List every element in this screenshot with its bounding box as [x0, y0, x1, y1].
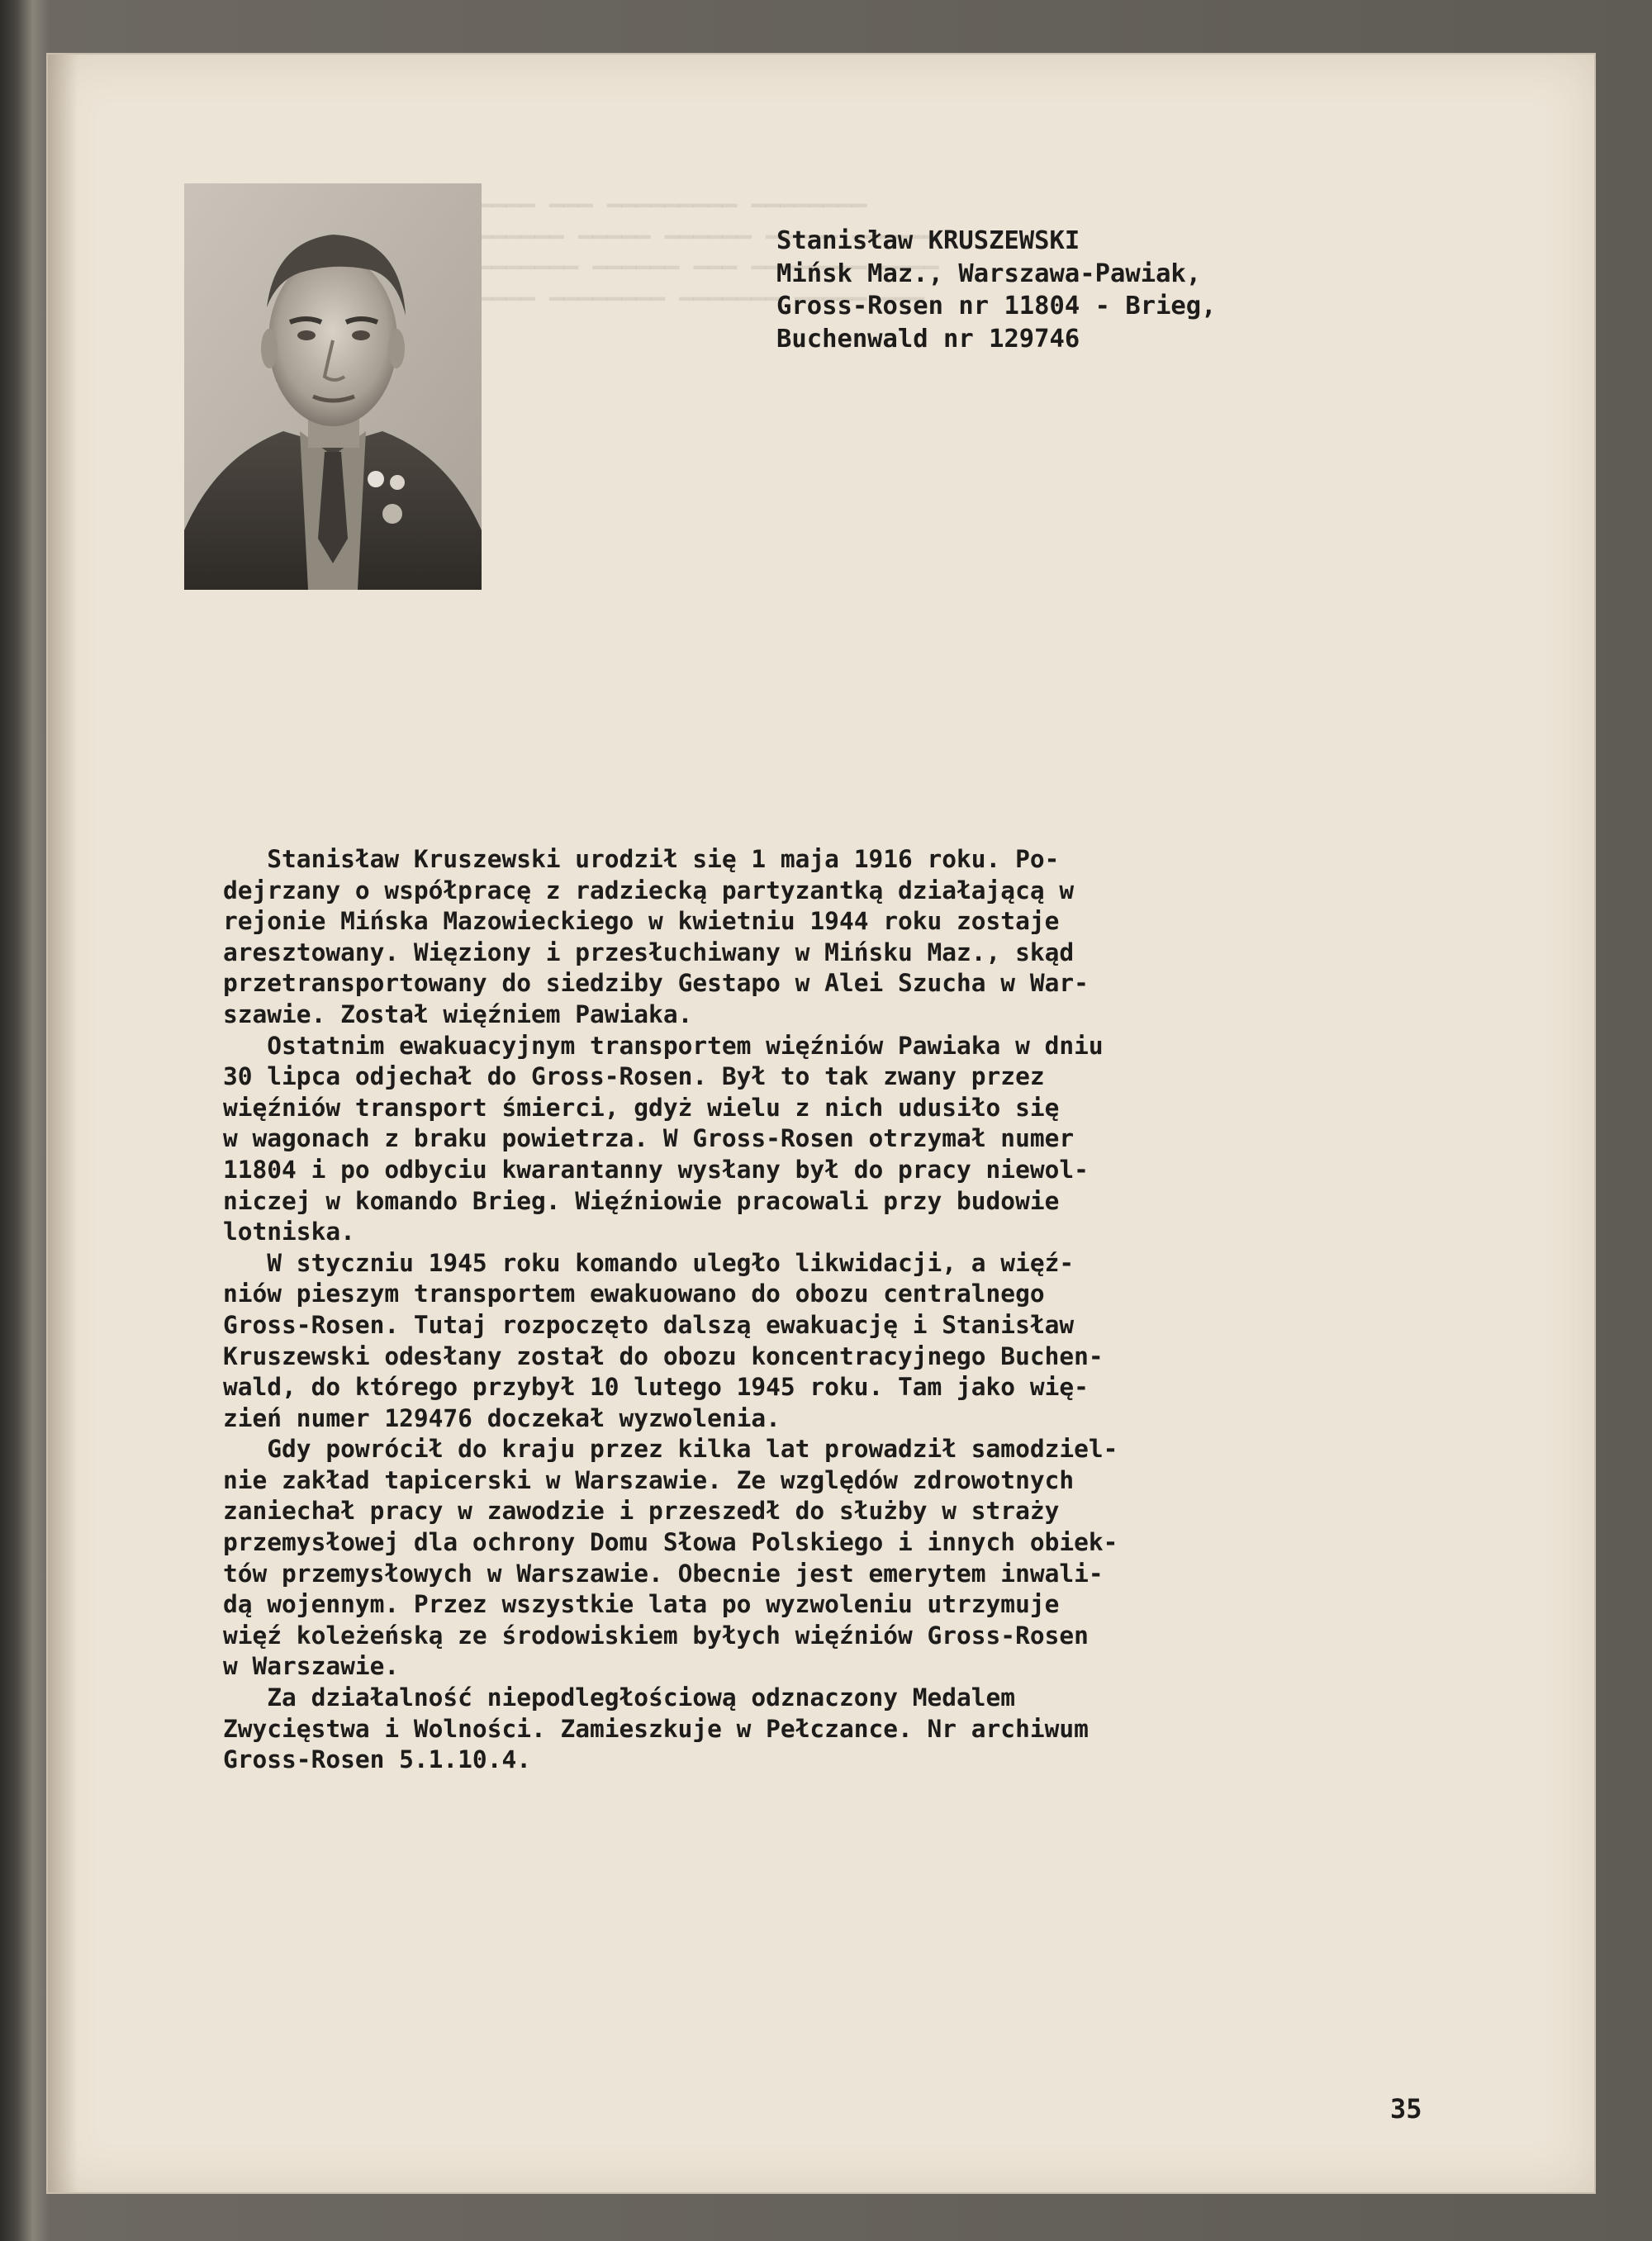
text-line: w Warszawie. — [223, 1652, 400, 1681]
text-line: W styczniu 1945 roku komando uległo likwidacji, a więź- — [223, 1248, 1075, 1277]
page-gutter-shadow — [48, 55, 78, 2192]
text-line: niów pieszym transportem ewakuowano do obozu centralnego — [223, 1280, 1045, 1308]
person-header — [776, 225, 1520, 355]
text-line: Kruszewski odesłany został do obozu koncentracyjnego Buchen- — [223, 1341, 1104, 1370]
person-camp-number-2: Buchenwald nr 129746 — [776, 324, 1080, 354]
text-line: nie zakład tapicerski w Warszawie. Ze względów zdrowotnych — [223, 1465, 1075, 1494]
text-line: Ostatnim ewakuacyjnym transportem więźniów Pawiaka w dniu — [223, 1031, 1104, 1060]
text-line: Gross-Rosen. Tutaj rozpoczęto dalszą ewakuację i Stanisław — [223, 1310, 1075, 1339]
show-through-texture: ▁▁▁▁ ▁▁▁ ▁▁▁▁▁▁▁▁▁ ▁▁▁▁▁▁▁▁ ▁▁▁▁▁▁ ▁▁▁▁▁ ▁▁▁▁▁▁ ▁▁▁▁▁ ▁▁▁▁▁▁ ▁▁▁▁▁▁▁ ▁▁▁▁▁▁ ▁▁▁ ▁▁▁▁▁▁▁▁ ▁▁▁▁ ▁▁▁▁ ▁▁▁▁▁▁▁▁ ▁▁▁▁▁▁▁ ▁▁▁▁▁ ▁▁▁ — [477, 179, 939, 301]
person-places: Mińsk Maz., Warszawa-Pawiak, — [776, 259, 1202, 288]
text-line: niczej w komando Brieg. Więźniowie pracowali przy budowie — [223, 1186, 1060, 1215]
text-line: aresztowany. Więziony i przesłuchiwany w Mińsku Maz., skąd — [223, 938, 1075, 966]
page-number: 35 — [1390, 2093, 1422, 2125]
text-line: Za działalność niepodległościową odznaczony Medalem — [223, 1683, 1016, 1712]
text-line: lotniska. — [223, 1218, 355, 1246]
text-line: Gross-Rosen 5.1.10.4. — [223, 1745, 531, 1774]
text-line: w wagonach z braku powietrza. W Gross-Rosen otrzymał numer — [223, 1124, 1075, 1153]
person-camp-number-1: Gross-Rosen nr 11804 - Brieg, — [776, 292, 1217, 320]
book-page — [48, 55, 1594, 2192]
portrait-photo-icon — [184, 183, 482, 590]
text-line: szawie. Został więźniem Pawiaka. — [223, 999, 693, 1028]
text-line: 11804 i po odbyciu kwarantanny wysłany był do pracy niewol- — [223, 1155, 1089, 1184]
text-line: dą wojennym. Przez wszystkie lata po wyzwoleniu utrzymuje — [223, 1590, 1060, 1619]
text-line: rejonie Mińska Mazowieckiego w kwietniu 1944 roku zostaje — [223, 907, 1060, 936]
portrait-photo — [184, 183, 482, 590]
person-name: Stanisław KRUSZEWSKI — [776, 226, 1080, 255]
text-line: więźniów transport śmierci, gdyż wielu z nich udusiło się — [223, 1093, 1060, 1122]
text-line: dejrzany o współpracę z radziecką partyzantką działającą w — [223, 876, 1075, 904]
text-line: 30 lipca odjechał do Gross-Rosen. Był to tak zwany przez — [223, 1062, 1045, 1091]
text-line: więź koleżeńską ze środowiskiem byłych więźniów Gross-Rosen — [223, 1621, 1089, 1650]
text-line: przetransportowany do siedziby Gestapo w Alei Szucha w War- — [223, 969, 1089, 998]
text-line: Zwycięstwa i Wolności. Zamieszkuje w Pełczance. Nr archiwum — [223, 1714, 1089, 1743]
text-line: zaniechał pracy w zawodzie i przeszedł do służby w straży — [223, 1497, 1060, 1526]
text-line: Gdy powrócił do kraju przez kilka lat prowadził samodziel- — [223, 1435, 1118, 1464]
text-line: wald, do którego przybył 10 lutego 1945 roku. Tam jako wię- — [223, 1373, 1089, 1402]
text-line: Stanisław Kruszewski urodził się 1 maja 1916 roku. Po- — [223, 845, 1060, 873]
text-line: zień numer 129476 doczekał wyzwolenia. — [223, 1403, 781, 1432]
biography-text — [223, 844, 1470, 1776]
text-line: tów przemysłowych w Warszawie. Obecnie jest emerytem inwali- — [223, 1559, 1104, 1588]
text-line: przemysłowej dla ochrony Domu Słowa Polskiego i innych obiek- — [223, 1528, 1118, 1557]
